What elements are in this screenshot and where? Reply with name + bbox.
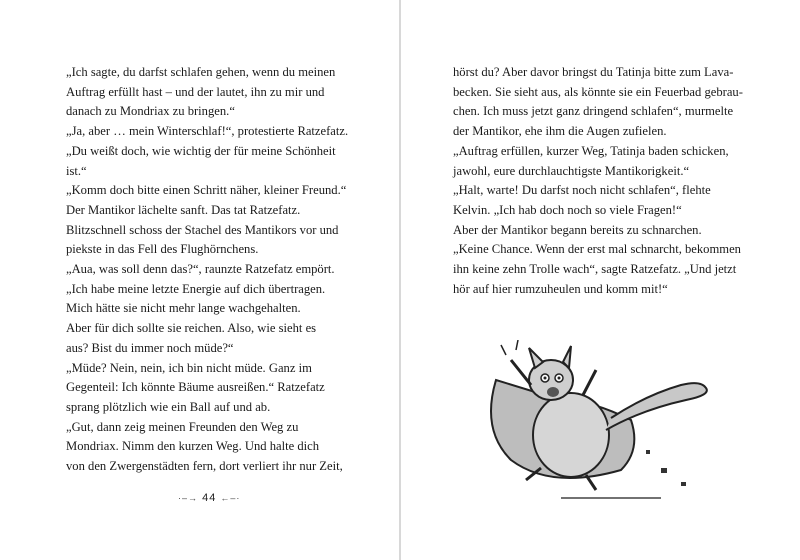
- text-line: Kelvin. „Ich hab doch noch so viele Fragen!“: [453, 202, 682, 217]
- text-line: „Aua, was soll denn das?“, raunzte Ratzefatz empört.: [66, 262, 335, 277]
- text-line: Mich hätte sie nicht mehr lange wachgehalten.: [66, 301, 301, 316]
- text-line: ihn keine zehn Trolle wach“, sagte Ratzefatz. „Und jetzt: [453, 262, 737, 277]
- ornament-left-icon: ·–→: [178, 493, 199, 503]
- text-line: hörst du? Aber davor bringst du Tatinja bitte zum Lava-: [453, 65, 734, 79]
- text-line: jawohl, eure durchlauchtigste Mantikorigkeit.“: [453, 163, 690, 178]
- text-line: der Mantikor, ehe ihm die Augen zufielen.: [453, 124, 667, 139]
- text-line: Aber für dich sollte sie reichen. Also, wie sieht es: [66, 321, 317, 336]
- text-line: Aber der Mantikor begann bereits zu schnarchen.: [453, 222, 702, 237]
- right-page-text: [453, 63, 743, 299]
- text-line: becken. Sie sieht aus, als könnte sie ein Feuerbad gebrau-: [453, 84, 743, 99]
- text-line: danach zu Mondriax zu bringen.“: [66, 104, 235, 119]
- text-line: „Halt, warte! Du darfst noch nicht schlafen“, flehte: [453, 183, 711, 198]
- text-line: Der Mantikor lächelte sanft. Das tat Ratzefatz.: [66, 202, 301, 217]
- left-page: [0, 0, 399, 560]
- text-line: Blitzschnell schoss der Stachel des Mantikors vor und: [66, 222, 339, 237]
- left-page-text: [66, 63, 348, 477]
- text-line: chen. Ich muss jetzt ganz dringend schlafen“, murmelte: [453, 104, 734, 119]
- flying-squirrel-illustration: [471, 340, 731, 505]
- page-number: [178, 492, 240, 504]
- text-line: „Ich sagte, du darfst schlafen gehen, wenn du meinen: [66, 65, 336, 79]
- right-page: [401, 0, 800, 560]
- text-line: piekste in das Fell des Flughörnchens.: [66, 242, 259, 257]
- text-line: „Ich habe meine letzte Energie auf dich übertragen.: [66, 281, 326, 296]
- text-line: „Auftrag erfüllen, kurzer Weg, Tatinja baden schicken,: [453, 143, 729, 158]
- text-line: „Müde? Nein, nein, ich bin nicht müde. Ganz im: [66, 360, 312, 375]
- text-line: sprang plötzlich wie ein Ball auf und ab.: [66, 399, 271, 414]
- ornament-right-icon: ←–·: [220, 493, 241, 503]
- text-line: ist.“: [66, 163, 87, 178]
- text-line: „Gut, dann zeig meinen Freunden den Weg zu: [66, 419, 299, 434]
- text-line: „Ja, aber … mein Winterschlaf!“, protestierte Ratzefatz.: [66, 124, 349, 139]
- text-line: aus? Bist du immer noch müde?“: [66, 340, 234, 355]
- text-line: „Komm doch bitte einen Schritt näher, kleiner Freund.“: [66, 183, 347, 198]
- page-number-text: 44: [202, 492, 217, 504]
- text-line: hör auf hier rumzuheulen und komm mit!“: [453, 281, 668, 296]
- text-line: Gegenteil: Ich könnte Bäume ausreißen.“ Ratzefatz: [66, 380, 325, 395]
- text-line: Auftrag erfüllt hast – und der lautet, ihn zu mir und: [66, 84, 325, 99]
- text-line: „Du weißt doch, wie wichtig der für meine Schönheit: [66, 143, 336, 158]
- text-line: „Keine Chance. Wenn der erst mal schnarcht, bekommen: [453, 242, 741, 257]
- text-line: von den Zwergenstädten fern, dort verliert ihr nur Zeit,: [66, 459, 343, 474]
- text-line: Mondriax. Nimm den kurzen Weg. Und halte dich: [66, 439, 320, 454]
